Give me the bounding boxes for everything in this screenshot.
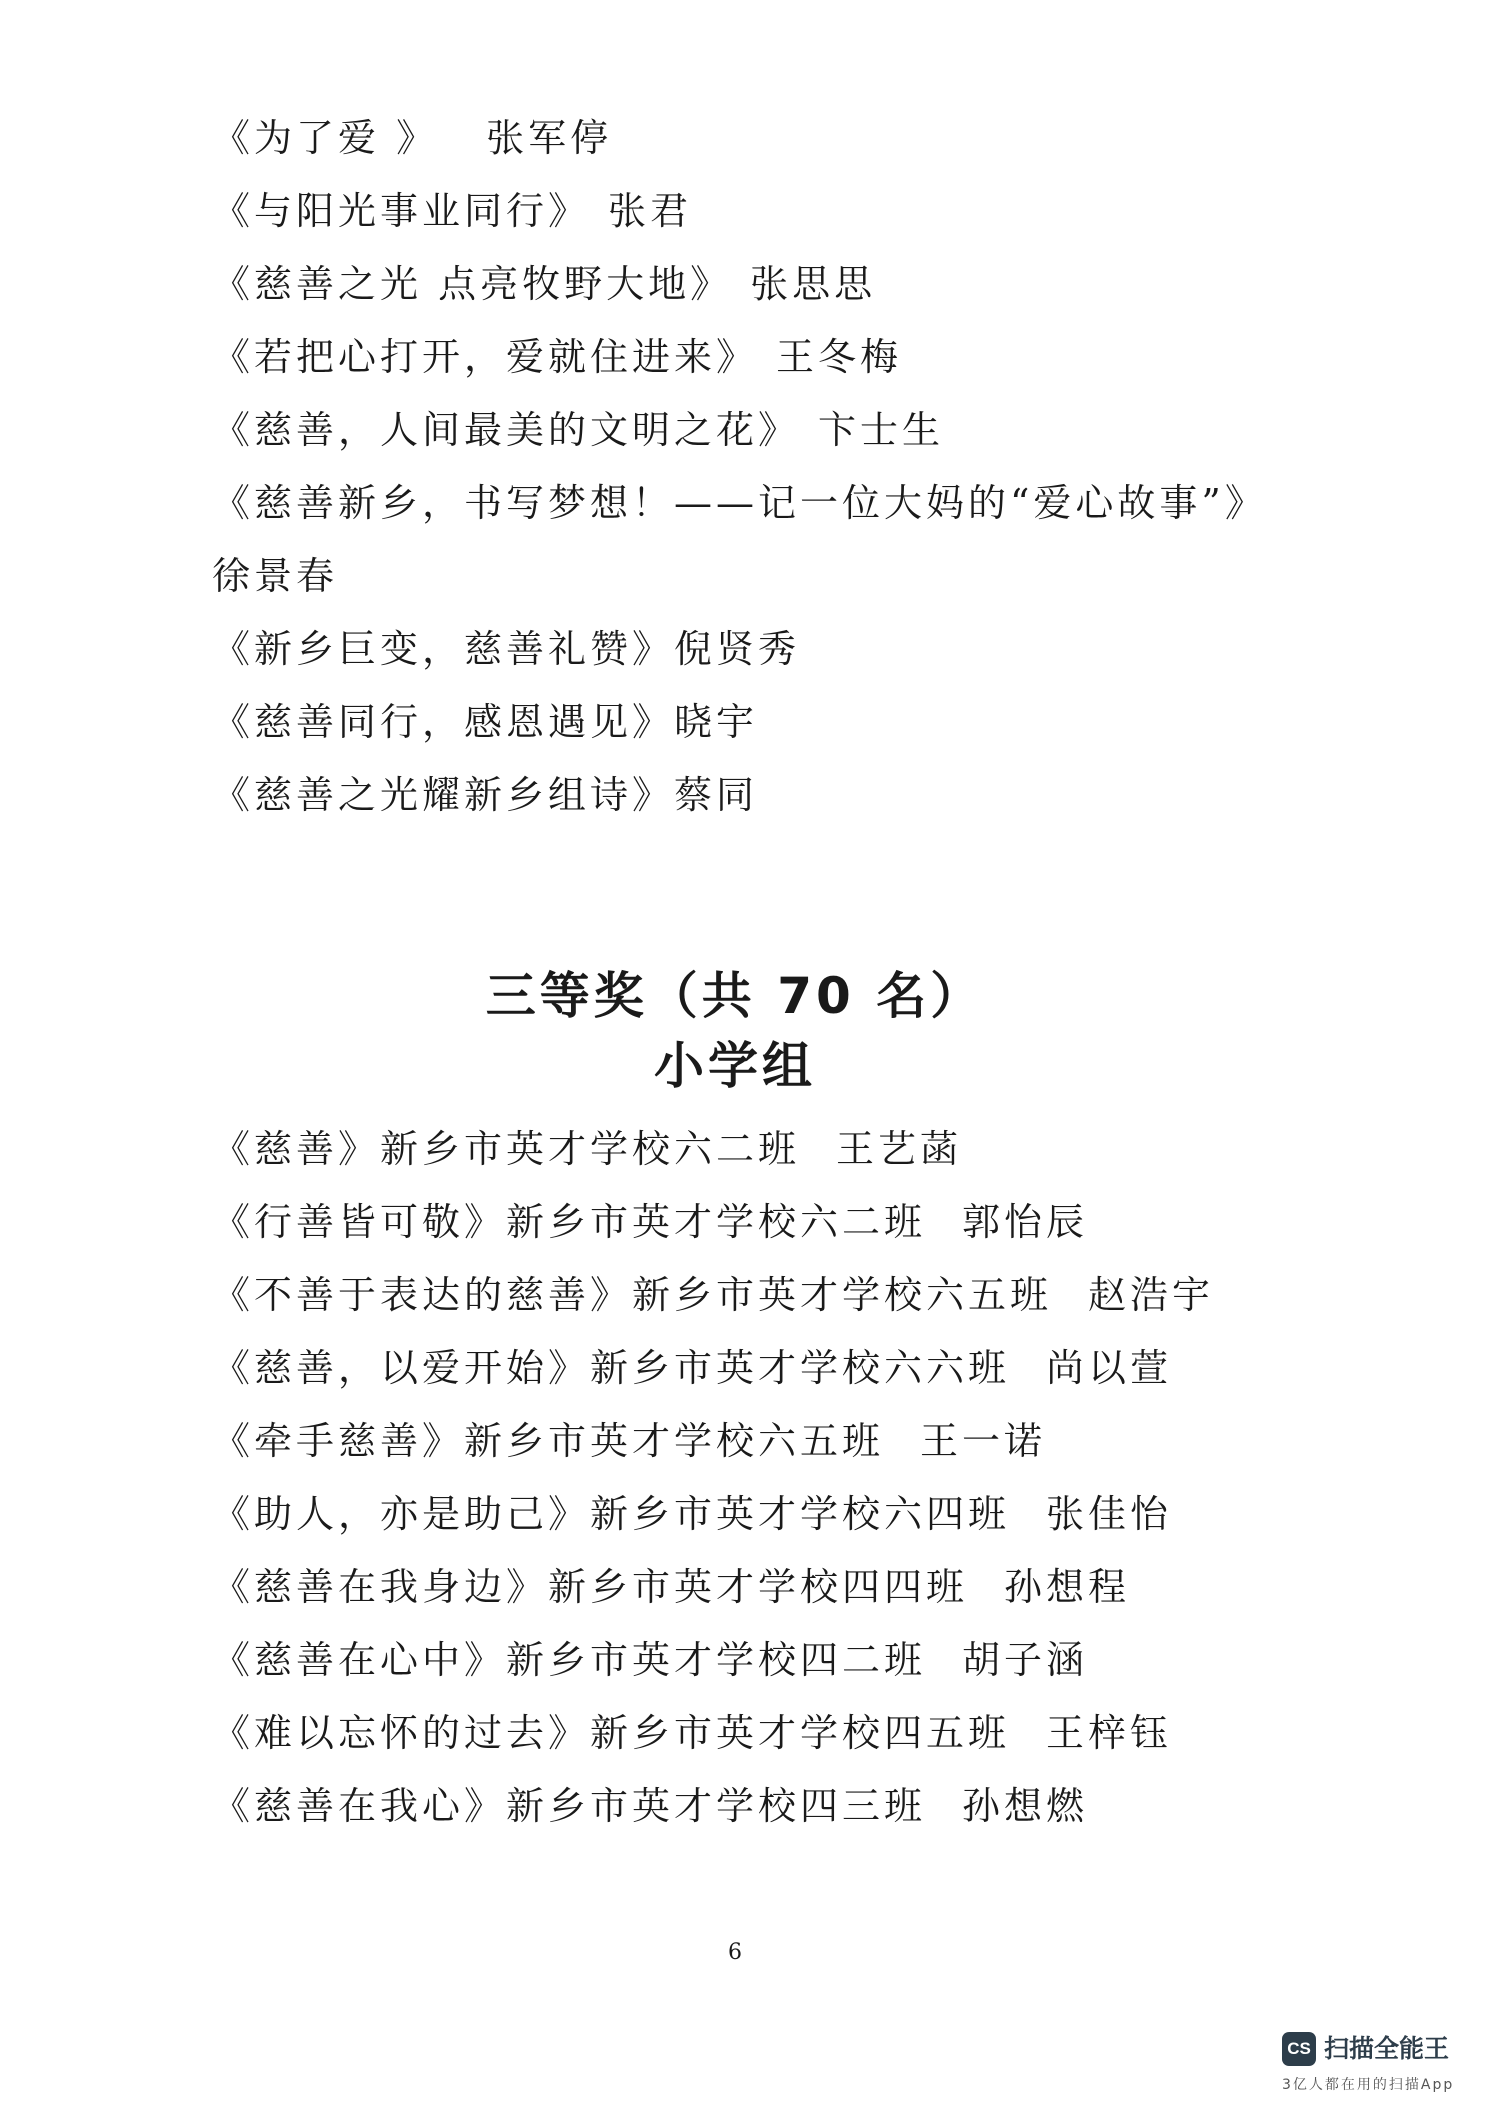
- entry-row: [212, 697, 758, 747]
- section-subheading: 小学组: [654, 1037, 816, 1095]
- entry-title: 《难以忘怀的过去》: [212, 1711, 591, 1755]
- entry-row: [212, 1270, 1214, 1320]
- entry-row: [212, 1489, 1172, 1539]
- entry-row-continuation: [212, 551, 338, 601]
- entry-author: 倪贤秀: [674, 627, 801, 671]
- entry-school: 新乡市英才学校六五班: [464, 1419, 885, 1463]
- entry-row: [212, 478, 1267, 528]
- entry-row: [212, 624, 800, 674]
- entry-row: [212, 1343, 1172, 1393]
- entry-title: 《慈善之光耀新乡组诗》: [212, 773, 675, 817]
- entry-title: 《不善于表达的慈善》: [212, 1273, 633, 1317]
- entry-title: 《慈善新乡，书写梦想！——记一位大妈的“爱心故事”》: [212, 481, 1267, 525]
- entry-author: 尚以萱: [1046, 1346, 1173, 1390]
- entry-school: 新乡市英才学校六六班: [590, 1346, 1011, 1390]
- entry-author: 张佳怡: [1046, 1492, 1173, 1536]
- entry-row: [212, 1416, 1046, 1466]
- scanner-logo-icon: CS: [1282, 2032, 1316, 2066]
- entry-author: 徐景春: [212, 554, 339, 598]
- entry-author: 胡子涵: [962, 1638, 1089, 1682]
- entry-school: 新乡市英才学校六二班: [380, 1127, 801, 1171]
- entry-author: 蔡同: [674, 773, 759, 817]
- entry-row: [212, 405, 944, 455]
- entry-title: 《慈善同行，感恩遇见》: [212, 700, 675, 744]
- entry-title: 《与阳光事业同行》: [212, 189, 591, 233]
- scanner-tagline: 3亿人都在用的扫描App: [1282, 2077, 1455, 2093]
- entry-author: 赵浩宇: [1088, 1273, 1215, 1317]
- section-heading: 三等奖（共 70 名）: [485, 967, 985, 1025]
- entry-title: 《慈善在我心》: [212, 1784, 507, 1828]
- entry-row: [212, 113, 612, 163]
- entry-author: 卞士生: [818, 408, 945, 452]
- entry-school: 新乡市英才学校四五班: [590, 1711, 1011, 1755]
- entry-title: 《慈善之光 点亮牧野大地》: [212, 262, 733, 306]
- entry-author: 晓宇: [674, 700, 759, 744]
- entry-author: 王梓钰: [1046, 1711, 1173, 1755]
- entry-row: [212, 332, 902, 382]
- entry-author: 张君: [608, 189, 693, 233]
- entry-row: [212, 1562, 1130, 1612]
- entry-title: 《牵手慈善》: [212, 1419, 465, 1463]
- entry-author: 张军停: [486, 116, 613, 160]
- entry-school: 新乡市英才学校六五班: [632, 1273, 1053, 1317]
- entry-school: 新乡市英才学校四四班: [548, 1565, 969, 1609]
- entry-school: 新乡市英才学校四三班: [506, 1784, 927, 1828]
- entry-author: 张思思: [750, 262, 877, 306]
- entry-title: 《行善皆可敬》: [212, 1200, 507, 1244]
- entry-title: 《助人，亦是助己》: [212, 1492, 591, 1536]
- scanner-watermark: [1282, 2032, 1482, 2104]
- entry-row: [212, 1708, 1172, 1758]
- entry-title: 《慈善在我身边》: [212, 1565, 549, 1609]
- entry-row: [212, 1197, 1088, 1247]
- entry-title: 《慈善，人间最美的文明之花》: [212, 408, 801, 452]
- entry-title: 《新乡巨变，慈善礼赞》: [212, 627, 675, 671]
- entry-row: [212, 1124, 962, 1174]
- entry-row: [212, 1635, 1088, 1685]
- entry-author: 孙想燃: [962, 1784, 1089, 1828]
- entry-title: 《慈善，以爱开始》: [212, 1346, 591, 1390]
- entry-author: 王艺菡: [836, 1127, 963, 1171]
- entry-title: 《慈善》: [212, 1127, 381, 1171]
- entry-school: 新乡市英才学校六二班: [506, 1200, 927, 1244]
- entry-row: [212, 770, 758, 820]
- entry-row: [212, 259, 876, 309]
- entry-author: 王一诺: [920, 1419, 1047, 1463]
- entry-author: 郭怡辰: [962, 1200, 1089, 1244]
- entry-title: 《为了爱 》: [212, 116, 439, 160]
- entry-row: [212, 1781, 1088, 1831]
- entry-author: 孙想程: [1004, 1565, 1131, 1609]
- page-number: 6: [728, 1940, 742, 1965]
- entry-title: 《若把心打开，爱就住进来》: [212, 335, 759, 379]
- entry-row: [212, 186, 692, 236]
- entry-school: 新乡市英才学校六四班: [590, 1492, 1011, 1536]
- entry-title: 《慈善在心中》: [212, 1638, 507, 1682]
- scanner-brand: 扫描全能王: [1324, 2034, 1450, 2063]
- entry-school: 新乡市英才学校四二班: [506, 1638, 927, 1682]
- entry-author: 王冬梅: [776, 335, 903, 379]
